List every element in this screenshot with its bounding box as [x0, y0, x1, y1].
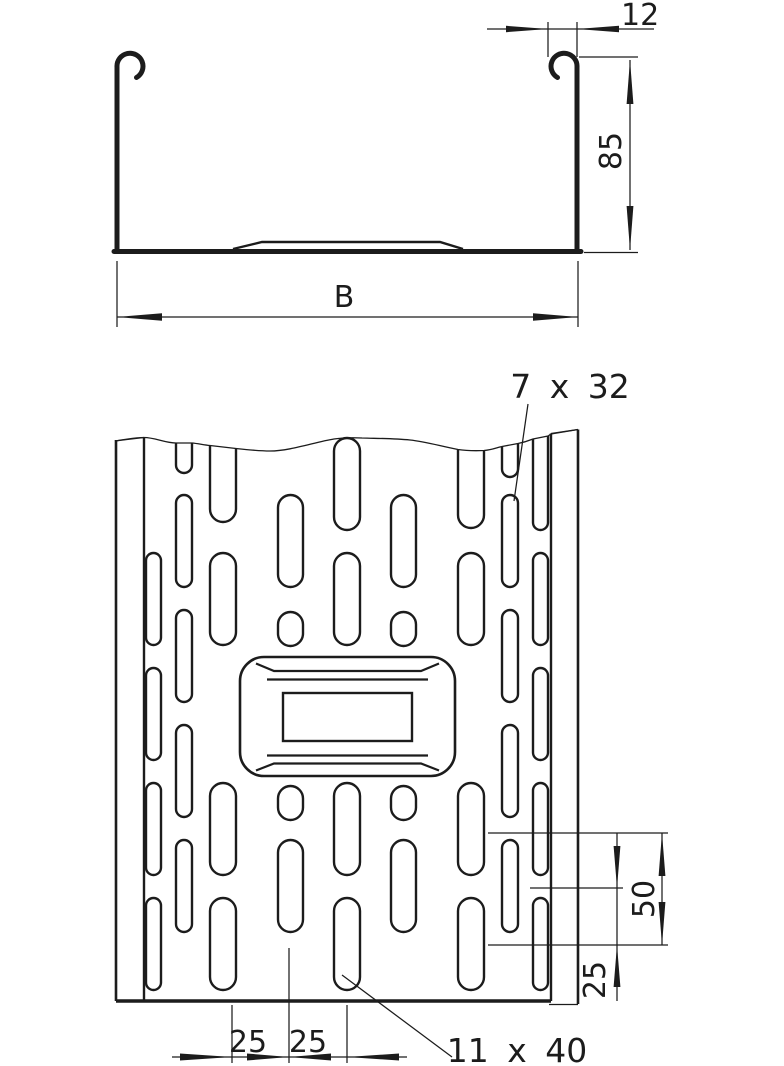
dimension-B — [117, 261, 578, 327]
arrowhead-left — [347, 1054, 399, 1061]
label-11x40: 11 x 40 — [446, 1031, 588, 1066]
slot — [146, 898, 161, 990]
slot — [391, 612, 416, 646]
slot — [278, 840, 303, 932]
slot-open-top — [458, 450, 484, 529]
slot — [210, 898, 236, 990]
slot — [502, 495, 518, 587]
dimension-85 — [579, 57, 638, 253]
slot-open-top — [533, 436, 548, 530]
slot — [334, 783, 360, 875]
arrowhead-right — [533, 313, 578, 321]
dim-text-B: B — [333, 280, 355, 315]
callout-7x32 — [510, 367, 630, 501]
slot — [533, 898, 548, 990]
dim-text-50: 50 — [627, 879, 662, 919]
slot — [210, 783, 236, 875]
arrowhead-up — [614, 945, 621, 987]
slot — [176, 610, 192, 702]
profile-left-wall — [117, 53, 143, 250]
arrowhead-up — [659, 833, 666, 876]
slot — [533, 668, 548, 760]
slot — [391, 840, 416, 932]
coupler-bottom-chamfer — [256, 764, 439, 771]
slot-open-top — [176, 443, 192, 473]
dim-text-25-a: 25 — [228, 1025, 268, 1060]
perforation-plan-view — [115, 367, 668, 1066]
profile-right-wall — [551, 53, 577, 250]
label-7x32: 7 x 32 — [510, 367, 630, 406]
dim-text-25-edge: 25 — [578, 960, 613, 1000]
slot — [176, 495, 192, 587]
arrowhead-right — [506, 26, 548, 32]
slot-pattern — [146, 436, 548, 990]
slot — [502, 610, 518, 702]
slot — [391, 786, 416, 820]
arrowhead-left — [577, 26, 619, 32]
coupler-inner-rect — [283, 693, 412, 741]
slot — [146, 553, 161, 645]
slot — [210, 553, 236, 645]
arrowhead-right — [180, 1054, 232, 1061]
slot — [458, 553, 484, 645]
coupler-emboss — [240, 657, 455, 776]
dim-text-25-b: 25 — [288, 1025, 328, 1060]
leader-line — [342, 975, 452, 1057]
slot — [278, 612, 303, 646]
slot — [458, 783, 484, 875]
slot — [458, 898, 484, 990]
slot — [334, 438, 360, 530]
arrowhead-down — [627, 206, 634, 250]
slot — [146, 783, 161, 875]
slot — [502, 840, 518, 932]
dim-text-12: 12 — [621, 0, 660, 33]
arrowhead-up — [627, 60, 634, 104]
slot — [391, 495, 416, 587]
slot — [278, 495, 303, 587]
slot — [176, 725, 192, 817]
slot — [533, 783, 548, 875]
dimension-12 — [487, 0, 659, 57]
slot — [533, 553, 548, 645]
coupler-outline — [240, 657, 455, 776]
slot — [334, 898, 360, 990]
slot-open-top — [210, 446, 236, 523]
slot — [334, 553, 360, 645]
slot — [502, 725, 518, 817]
cross-section-view — [114, 0, 659, 327]
slot-open-top — [502, 444, 518, 478]
arrowhead-down — [614, 846, 621, 888]
dimension-25-25 — [172, 948, 407, 1063]
slot — [176, 840, 192, 932]
stiffening-rib — [233, 242, 463, 249]
dim-text-85: 85 — [594, 131, 629, 171]
slot — [146, 668, 161, 760]
coupler-top-chamfer — [256, 664, 439, 672]
arrowhead-left — [117, 313, 162, 321]
slot — [278, 786, 303, 820]
